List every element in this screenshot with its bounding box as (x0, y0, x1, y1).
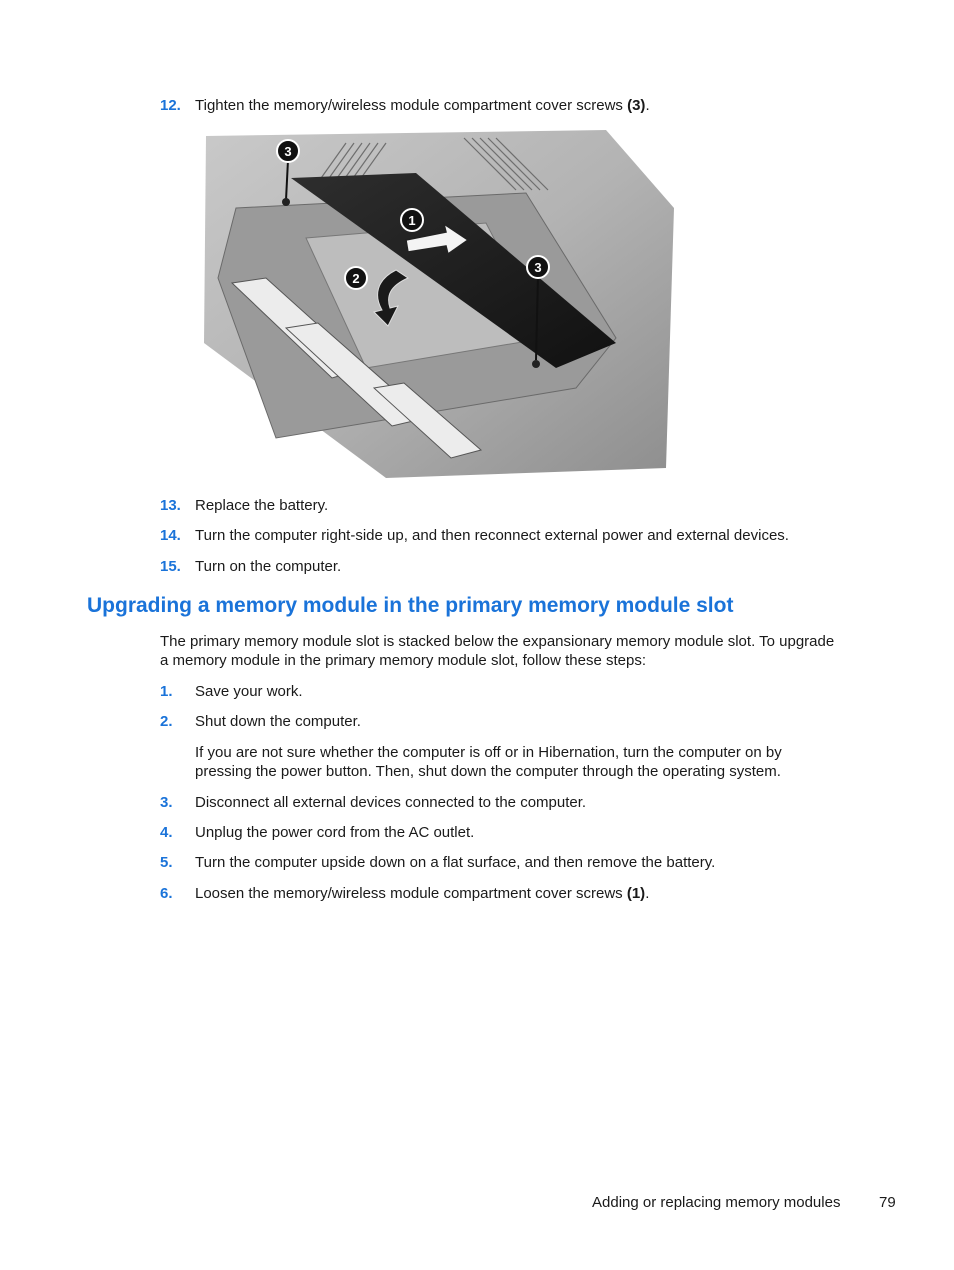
step-number: 12. (160, 97, 181, 114)
step-text: Replace the battery. (195, 497, 329, 514)
step-text: Turn the computer right-side up, and then reconnect external power and external devices. (195, 527, 789, 544)
callout-2 (345, 267, 367, 289)
callout-ref: (1) (626, 885, 646, 902)
step-text: Shut down the computer. (195, 713, 361, 730)
step-number: 5. (160, 854, 173, 871)
step-number: 6. (160, 885, 173, 902)
svg-text:3: 3 (284, 144, 292, 159)
step-text: Tighten the memory/wireless module compartment cover screws (3). (195, 97, 650, 114)
step-number: 3. (160, 794, 173, 811)
screw (282, 198, 290, 206)
step-text: Turn the computer upside down on a flat surface, and then remove the battery. (195, 854, 716, 871)
callout-1 (401, 209, 423, 231)
footer-section-title: Adding or replacing memory modules (592, 1194, 841, 1211)
page-number: 79 (879, 1194, 896, 1211)
section-intro: The primary memory module slot is stacked below the expansionary memory module slot. To upgrade a memory module in the primary memory module slot, follow these steps: (160, 633, 835, 669)
step-text: Disconnect all external devices connected to the computer. (195, 794, 587, 811)
screw (532, 360, 540, 368)
step-text: Turn on the computer. (195, 558, 342, 575)
callout-ref: (3) (627, 97, 646, 114)
memory-compartment-figure (196, 128, 674, 478)
step-text: Save your work. (195, 683, 303, 700)
step-number: 14. (160, 527, 181, 544)
step-2-note: If you are not sure whether the computer is off or in Hibernation, turn the computer on by pressing the power button. Then, shut down the computer through the operating system. (195, 744, 782, 780)
step-number: 15. (160, 558, 181, 575)
svg-text:3: 3 (534, 260, 542, 275)
step-number: 2. (160, 713, 173, 730)
step-text: Unplug the power cord from the AC outlet. (195, 824, 475, 841)
section-heading: Upgrading a memory module in the primary memory module slot (87, 594, 734, 617)
step-number: 1. (160, 683, 173, 700)
svg-text:2: 2 (352, 271, 360, 286)
step-text: Loosen the memory/wireless module compartment cover screws (1). (195, 885, 650, 902)
step-number: 13. (160, 497, 181, 514)
callout-3b (527, 256, 549, 278)
callout-3a (277, 140, 299, 162)
svg-text:1: 1 (408, 213, 416, 228)
step-number: 4. (160, 824, 173, 841)
